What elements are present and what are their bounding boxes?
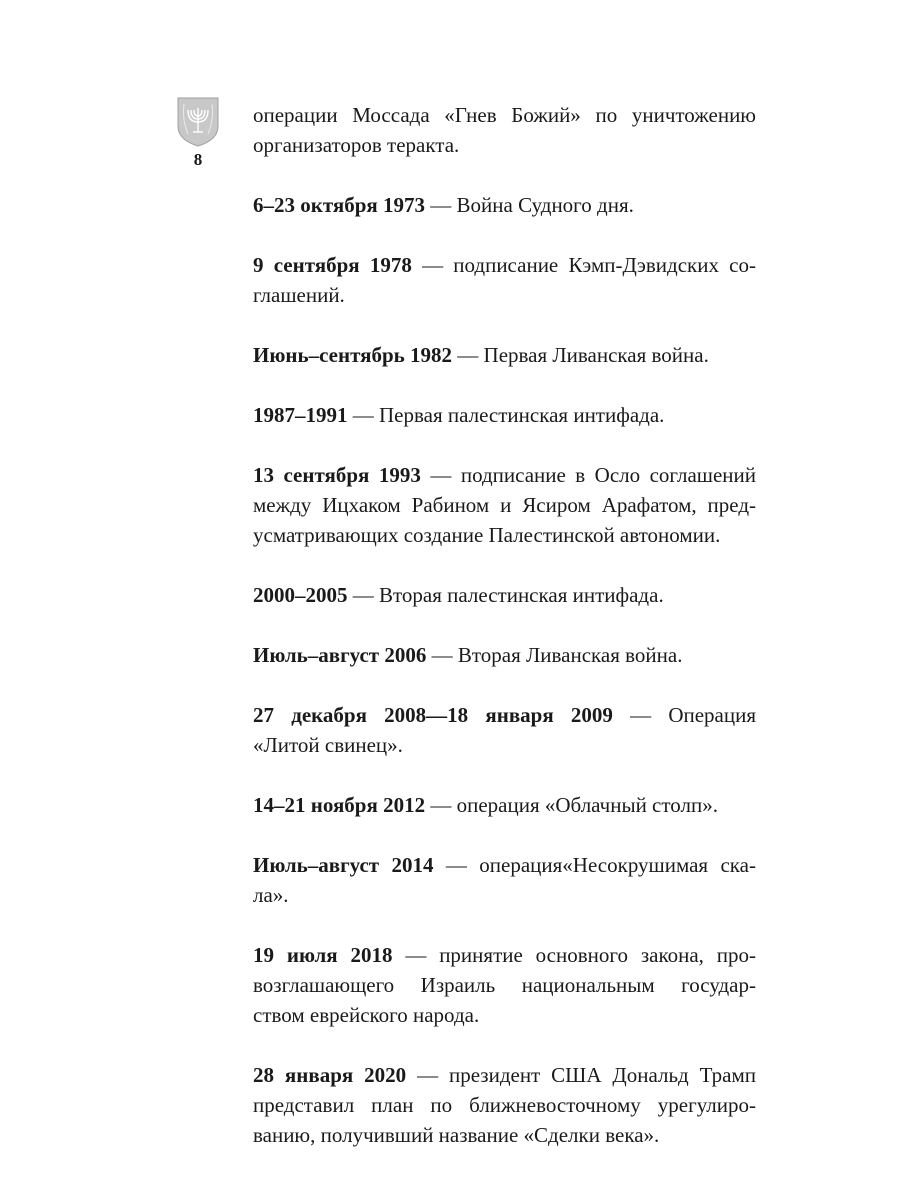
entry-text: — президент США Дональд Трамп — [406, 1063, 756, 1087]
entry-text: ванию, получивший название «Сделки века». — [253, 1123, 660, 1147]
entry-date: 28 января 2020 — [253, 1063, 407, 1087]
entry-text: между Ицхаком Рабином и Ясиром Арафатом, пред- — [253, 493, 756, 517]
page-number: 8 — [193, 150, 203, 169]
entry-date: Июль–август 2014 — [253, 853, 434, 877]
timeline-entry — [253, 580, 756, 610]
text-line: организаторов теракта. — [253, 133, 460, 157]
entry-date: 6–23 октября 1973 — [253, 193, 426, 217]
entry-date: 27 декабря 2008—18 января 2009 — [253, 703, 613, 727]
entry-date: Июнь–сентябрь 1982 — [253, 343, 453, 367]
entry-date: 1987–1991 — [253, 403, 348, 427]
timeline-entry — [253, 640, 756, 670]
entry-text: — операция «Облачный столп». — [425, 793, 718, 817]
entry-date: Июль–август 2006 — [253, 643, 427, 667]
timeline-entry — [253, 190, 756, 220]
entry-text: представил план по ближневосточному урегулиро- — [253, 1093, 756, 1117]
timeline-entry — [253, 250, 756, 310]
timeline-entry — [253, 340, 756, 370]
timeline-entry — [253, 940, 756, 1030]
entry-text: «Литой свинец». — [253, 733, 403, 757]
page-content — [253, 100, 756, 1150]
entry-text: — операция«Несокрушимая ска- — [433, 853, 756, 877]
entry-text: — Вторая палестинская интифада. — [347, 583, 664, 607]
entry-text: возглашающего Израиль национальным государ- — [253, 973, 756, 997]
entry-date: 9 сентября 1978 — [253, 253, 412, 277]
text-line: операции Моссада «Гнев Божий» по уничтожению — [253, 103, 756, 127]
timeline-entry — [253, 1060, 756, 1150]
entry-date: 13 сентября 1993 — [253, 463, 421, 487]
entry-text: — Вторая Ливанская война. — [426, 643, 683, 667]
entry-text: — подписание в Осло соглашений — [420, 463, 756, 487]
timeline-entry — [253, 460, 756, 550]
entry-text: — Война Судного дня. — [425, 193, 634, 217]
entry-text: — принятие основного закона, про- — [392, 943, 756, 967]
timeline-entry — [253, 790, 756, 820]
entry-text: усматривающих создание Палестинской автономии. — [253, 523, 721, 547]
israel-emblem-icon — [176, 96, 220, 148]
entry-date: 19 июля 2018 — [253, 943, 393, 967]
timeline-entry — [253, 700, 756, 760]
entry-text: — подписание Кэмп-Дэвидских со- — [411, 253, 756, 277]
entry-text: — Первая палестинская интифада. — [347, 403, 665, 427]
timeline-entry — [253, 850, 756, 910]
entry-date: 2000–2005 — [253, 583, 348, 607]
entry-text: — Первая Ливанская война. — [452, 343, 709, 367]
entry-text: глашений. — [253, 283, 345, 307]
timeline-entry — [253, 400, 756, 430]
entry-text: ла». — [253, 883, 289, 907]
entry-date: 14–21 ноября 2012 — [253, 793, 426, 817]
entry-text: — Операция — [612, 703, 757, 727]
intro-paragraph — [253, 100, 756, 160]
entry-text: ством еврейского народа. — [253, 1003, 480, 1027]
